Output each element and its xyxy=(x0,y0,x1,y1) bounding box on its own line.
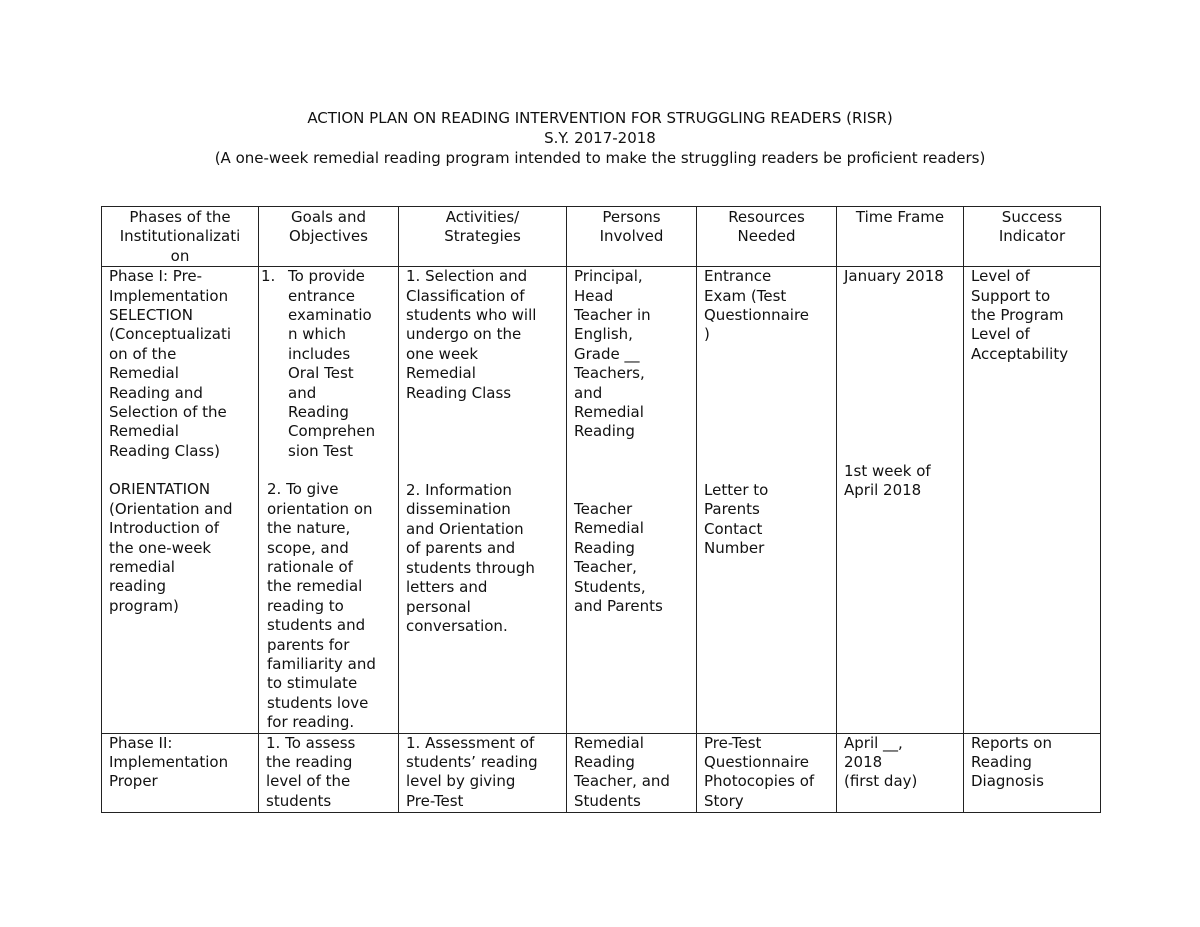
cell-success: Reports on Reading Diagnosis xyxy=(964,733,1101,812)
success-text: Level of Support to the Program Level of Acceptability xyxy=(971,267,1069,363)
column-header-goals: Goals and Objectives xyxy=(259,207,399,267)
column-header-resources: Resources Needed xyxy=(697,207,837,267)
table-row xyxy=(102,733,1101,812)
resources-item-2: Letter to Parents Contact Number xyxy=(704,480,769,558)
table-header-row xyxy=(102,207,1101,267)
activity-item-1: 1. Selection and Classification of students who will undergo on the one week Remedial Reading Class xyxy=(406,267,537,402)
cell-success xyxy=(964,267,1101,733)
goal-number: 1. xyxy=(261,267,276,286)
cell-goals: 1. To assess the reading level of the students xyxy=(259,733,399,812)
document-subtitle: (A one-week remedial reading program intended to make the struggling readers be proficient readers) xyxy=(214,149,986,167)
resources-item-1: Entrance Exam (Test Questionnaire ) xyxy=(704,267,810,344)
activity-item-2: 2. Information dissemination and Orientation of parents and students through letters and personal conversation. xyxy=(406,481,535,635)
table-row xyxy=(102,267,1101,733)
document-header xyxy=(0,108,1200,168)
column-header-time-frame: Time Frame xyxy=(837,207,964,267)
cell-resources xyxy=(697,267,837,733)
cell-activities xyxy=(399,267,567,733)
phase-orientation-text: ORIENTATION (Orientation and Introduction of the one-week remedial reading program) xyxy=(109,480,233,615)
action-plan-table xyxy=(101,206,1101,813)
cell-resources: Pre-Test Questionnaire Photocopies of Story xyxy=(697,733,837,812)
cell-phase: Phase II: Implementation Proper xyxy=(102,733,259,812)
goal-item-2: 2. To give orientation on the nature, scope, and rationale of the remedial reading to students and parents for familiarity and to stimulate students love for reading. xyxy=(267,480,376,732)
column-header-phases: Phases of the Institutionalizati on xyxy=(102,207,259,267)
column-header-activities: Activities/ Strategies xyxy=(399,207,567,267)
goal-item-1 xyxy=(261,267,395,461)
column-header-persons: Persons Involved xyxy=(567,207,697,267)
school-year: S.Y. 2017-2018 xyxy=(544,129,656,147)
column-header-success: Success Indicator xyxy=(964,207,1101,267)
cell-persons: Remedial Reading Teacher, and Students xyxy=(567,733,697,812)
cell-goals xyxy=(259,267,399,733)
persons-item-1: Principal, Head Teacher in English, Grade __ Teachers, and Remedial Reading xyxy=(574,267,651,441)
phase-selection-text: Phase I: Pre- Implementation SELECTION (Conceptualizati on of the Remedial Reading and Selection of the Remedial Reading Class) xyxy=(109,267,232,460)
persons-item-2: Teacher Remedial Reading Teacher, Students, and Parents xyxy=(574,499,663,615)
cell-activities: 1. Assessment of students’ reading level by giving Pre-Test xyxy=(399,733,567,812)
goal-text: To provide entrance examinatio n which includes Oral Test and Reading Comprehen sion Test xyxy=(288,267,376,460)
cell-persons xyxy=(567,267,697,733)
time-item-2: 1st week of April 2018 xyxy=(844,461,931,500)
cell-time-frame xyxy=(837,267,964,733)
time-item-1: January 2018 xyxy=(844,267,944,286)
cell-time-frame: April __, 2018 (first day) xyxy=(837,733,964,812)
document-title: ACTION PLAN ON READING INTERVENTION FOR STRUGGLING READERS (RISR) xyxy=(307,109,893,127)
cell-phase xyxy=(102,267,259,733)
